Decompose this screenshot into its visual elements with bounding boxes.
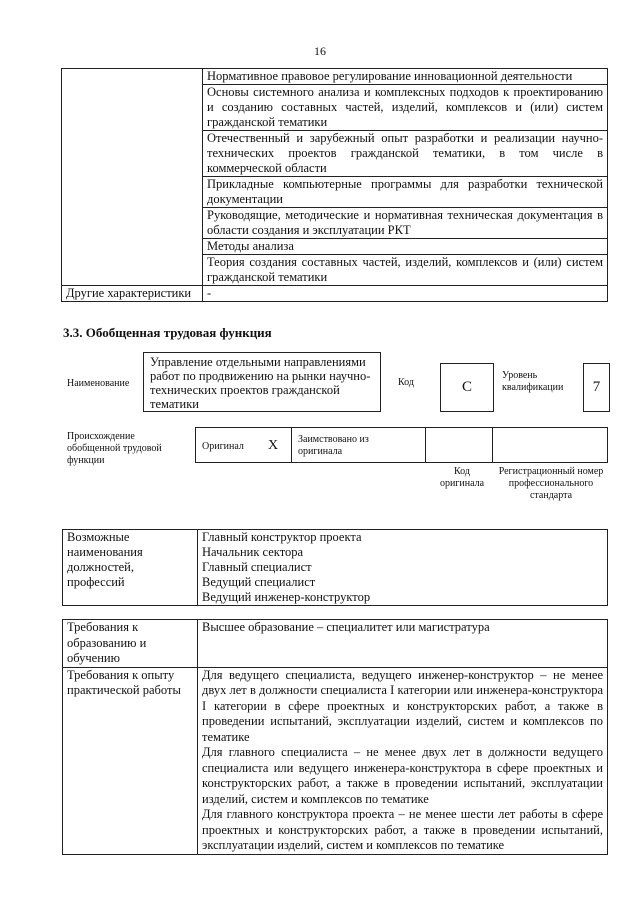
table-row — [62, 69, 608, 85]
experience-paragraph: Для ведущего специалиста, ведущего инженер-конструктор – не менее двух лет в должности специалиста I категории или инженера-конструктора I категории в сфере проектных и конструкторских работ, а также в проведении испытаний, эксплуатации изделий, систем и комплексов по тематике — [202, 667, 603, 744]
knowledge-item: Отечественный и зарубежный опыт разработки и реализации научно-технических проектов гражданской тематики, в том числе в коммерческой области — [203, 131, 608, 177]
origin-row — [195, 427, 608, 463]
original-code-cell — [425, 427, 493, 463]
positions-label: Возможные наименования должностей, профессий — [63, 530, 198, 606]
other-characteristics-label: Другие характеристики — [62, 286, 203, 302]
requirements-table — [62, 619, 608, 855]
original-code-caption: Код оригинала — [439, 466, 485, 489]
knowledge-item: Прикладные компьютерные программы для разработки технической документации — [203, 177, 608, 208]
name-label: Наименование — [67, 378, 130, 389]
experience-label: Требования к опыту практической работы — [63, 667, 198, 854]
registration-number-caption: Регистрационный номер профессионального стандарта — [498, 466, 604, 501]
experience-paragraph: Для главного конструктора проекта – не менее шести лет работы в сфере проектных и конструкторских работ, а также в проведении испытаний, эксплуатации изделий, систем и комплексов по тематике — [202, 807, 603, 852]
experience-paragraph: Для главного специалиста – не менее двух лет в должности ведущего специалиста или ведущего инженера-конструктора в сфере проектных и конструкторских работ, а также в проведении испытаний, эксплуатации изделий, систем и комплексов по тематике — [202, 745, 603, 806]
knowledge-item: Руководящие, методические и нормативная техническая документация в области создания и эксплуатации РКТ — [203, 208, 608, 239]
position-item: Начальник сектора — [198, 545, 608, 560]
table-row — [63, 620, 608, 668]
page-number: 16 — [314, 44, 326, 58]
registration-number-cell — [492, 427, 608, 463]
table-row — [63, 530, 608, 546]
other-characteristics-value: - — [203, 286, 608, 302]
function-name-box: Управление отдельными направлениями работ по продвижению на рынки научно-технических проектов гражданской тематики — [143, 352, 381, 412]
original-label: Оригинал — [202, 441, 244, 452]
position-item: Ведущий специалист — [198, 575, 608, 590]
borrowed-cell — [291, 427, 426, 463]
borrowed-label: Заимствовано из оригинала — [298, 434, 369, 457]
code-box: C — [440, 363, 494, 412]
knowledge-item: Нормативное правовое регулирование инновационной деятельности — [203, 69, 608, 85]
origin-label: Происхождение обобщенной трудовой функции — [67, 431, 162, 466]
knowledge-item: Теория создания составных частей, изделий, комплексов и (или) систем гражданской тематики — [203, 255, 608, 286]
knowledge-item: Основы системного анализа и комплексных подходов к проектированию и созданию составных частей, изделий, комплексов и (или) систем гражданской тематики — [203, 85, 608, 131]
table-row — [63, 667, 608, 854]
section-title: 3.3. Обобщенная трудовая функция — [63, 325, 272, 340]
education-value: Высшее образование – специалитет или магистратура — [198, 620, 608, 668]
original-mark: X — [268, 438, 279, 453]
position-item: Главный специалист — [198, 560, 608, 575]
experience-value — [198, 667, 608, 854]
knowledge-item: Методы анализа — [203, 239, 608, 255]
qualification-level-label: Уровень квалификации — [502, 370, 564, 393]
position-item: Ведущий инженер-конструктор — [198, 590, 608, 606]
original-cell — [195, 427, 292, 463]
positions-table — [62, 529, 608, 606]
code-label: Код — [398, 377, 414, 388]
position-item: Главный конструктор проекта — [198, 530, 608, 546]
table-cell-empty — [62, 69, 203, 286]
table-row — [62, 286, 608, 302]
education-label: Требования к образованию и обучению — [63, 620, 198, 668]
qualification-level-box: 7 — [583, 363, 610, 412]
knowledge-table — [61, 68, 608, 302]
